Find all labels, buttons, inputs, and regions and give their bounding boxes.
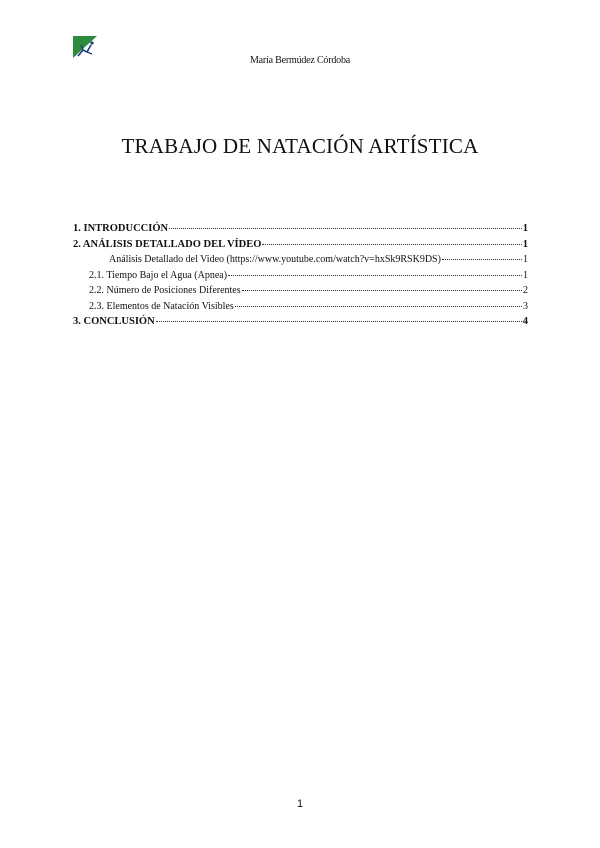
- page-number: 1: [296, 798, 304, 810]
- toc-entry-elementos-natacion[interactable]: [73, 301, 528, 317]
- toc-entry-page: 1: [523, 254, 528, 265]
- table-of-contents: [73, 223, 528, 332]
- header-author: María Bermúdez Córdoba: [249, 55, 350, 66]
- toc-entry-page: 1: [522, 238, 528, 250]
- document-title: TRABAJO DE NATACIÓN ARTÍSTICA: [121, 134, 479, 158]
- toc-entry-page: 4: [522, 316, 528, 327]
- toc-leader-dots: [228, 275, 522, 276]
- toc-entry-page: 1: [523, 269, 528, 281]
- toc-entry-analisis-video[interactable]: [73, 254, 528, 270]
- toc-entry-numero-posiciones[interactable]: [73, 285, 528, 301]
- toc-entry-label: 1. INTRODUCCIÓN: [73, 223, 169, 234]
- toc-leader-dots: [262, 244, 521, 245]
- toc-entry-analisis[interactable]: [73, 239, 528, 255]
- toc-entry-label: 2.2. Número de Posiciones Diferentes: [89, 285, 241, 296]
- toc-entry-label: 2. ANÁLISIS DETALLADO DEL VÍDEO: [73, 238, 262, 250]
- toc-entry-label: 3. CONCLUSIÓN: [73, 316, 155, 327]
- toc-leader-dots: [156, 321, 522, 322]
- toc-entry-introduccion[interactable]: [73, 223, 528, 239]
- toc-entry-conclusion[interactable]: [73, 316, 528, 332]
- toc-entry-label: 2.1. Tiempo Bajo el Agua (Apnea): [89, 269, 228, 281]
- toc-leader-dots: [235, 306, 522, 307]
- toc-entry-page: 1: [522, 223, 528, 234]
- toc-leader-dots: [242, 290, 522, 291]
- toc-leader-dots: [442, 259, 522, 260]
- toc-entry-page: 3: [523, 300, 528, 312]
- toc-entry-label: 2.3. Elementos de Natación Visibles: [89, 300, 234, 312]
- toc-leader-dots: [169, 228, 522, 229]
- toc-entry-page: 2: [523, 285, 528, 296]
- toc-entry-label: Análisis Detallado del Video (https://www.youtube.com/watch?v=hxSk9RSK9DS): [109, 254, 441, 265]
- toc-entry-tiempo-bajo-agua[interactable]: [73, 270, 528, 286]
